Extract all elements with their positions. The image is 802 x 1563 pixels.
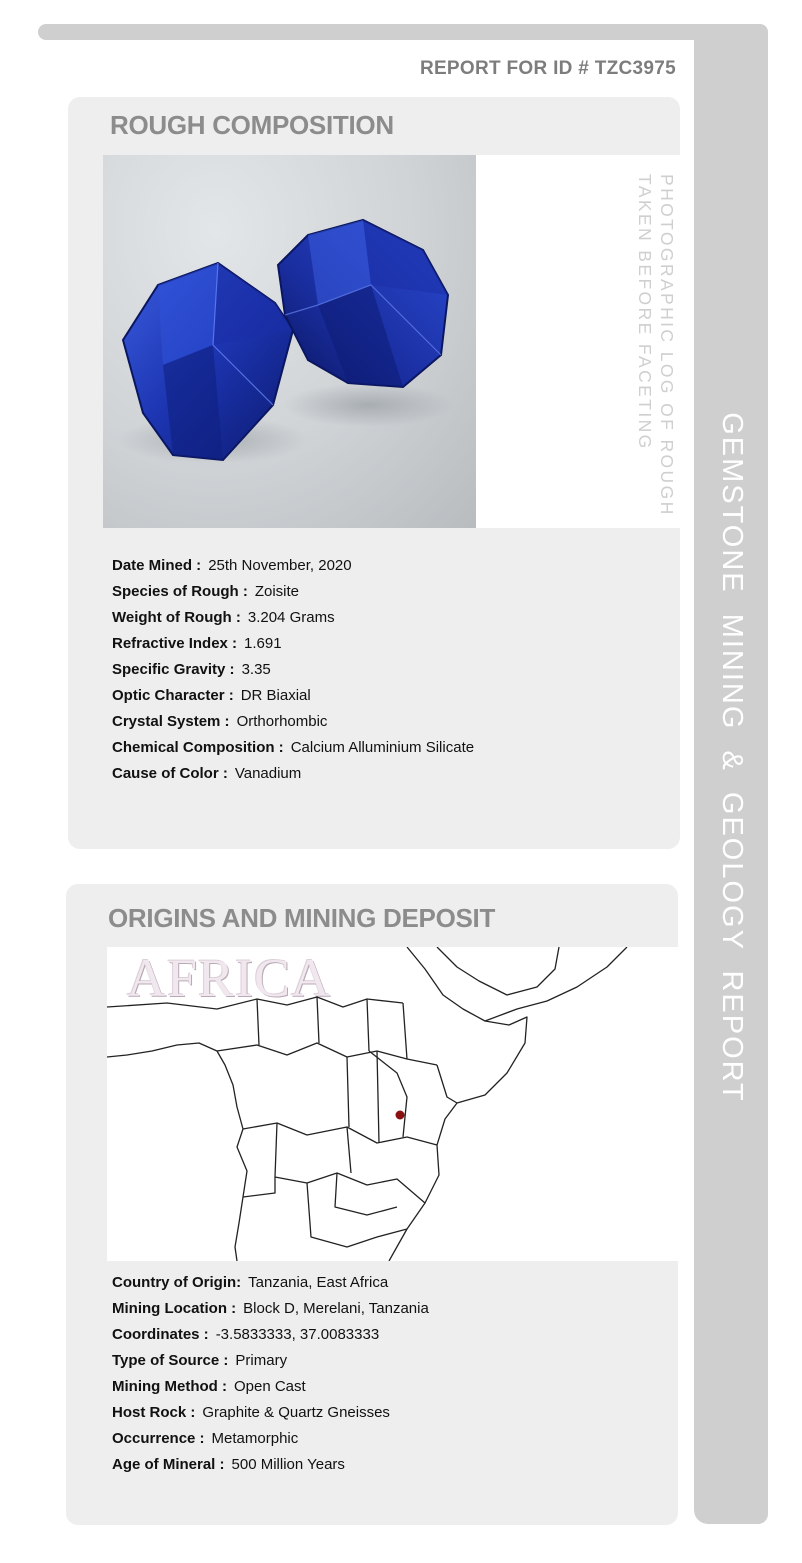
rough-composition-title: ROUGH COMPOSITION [110, 110, 394, 140]
spec-weight: Weight of Rough : 3.204 Grams [112, 609, 335, 626]
spec-crystal-system: Crystal System : Orthorhombic [112, 713, 328, 730]
origins-specs-list [112, 1270, 429, 1478]
report-id-header: REPORT FOR ID # TZC3975 [419, 58, 676, 79]
spec-specific-gravity: Specific Gravity : 3.35 [112, 661, 271, 678]
photo-caption-line2: TAKEN BEFORE FACETING [635, 174, 655, 451]
spec-refractive-index: Refractive Index : 1.691 [112, 635, 282, 652]
spec-mining-location: Mining Location : Block D, Merelani, Tanzania [112, 1300, 429, 1317]
location-dot-icon [396, 1111, 405, 1120]
spec-cause-of-color: Cause of Color : Vanadium [112, 765, 302, 782]
photo-caption [628, 174, 684, 517]
spec-type-of-source: Type of Source : Primary [112, 1352, 288, 1369]
photo-caption-line1: PHOTOGRAPHIC LOG OF ROUGH [657, 174, 677, 517]
spec-country-of-origin: Country of Origin: Tanzania, East Africa [112, 1274, 389, 1291]
spec-species: Species of Rough : Zoisite [112, 583, 300, 600]
origins-title: ORIGINS AND MINING DEPOSIT [108, 903, 496, 933]
spec-coordinates: Coordinates : -3.5833333, 37.0083333 [112, 1326, 380, 1343]
report-side-title: GEMSTONE MINING & GEOLOGY REPORT [715, 411, 748, 1103]
africa-map [107, 947, 678, 1261]
africa-outline-map [107, 947, 678, 1261]
spec-mining-method: Mining Method : Open Cast [112, 1378, 306, 1395]
spec-host-rock: Host Rock : Graphite & Quartz Gneisses [112, 1404, 390, 1421]
rough-gem-photo [103, 155, 476, 528]
spec-optic-character: Optic Character : DR Biaxial [112, 687, 311, 704]
spec-date-mined: Date Mined : 25th November, 2020 [112, 557, 352, 574]
spec-age-of-mineral: Age of Mineral : 500 Million Years [112, 1456, 345, 1473]
top-frame-bar [38, 24, 768, 40]
spec-chemical-composition: Chemical Composition : Calcium Alluminium Silicate [112, 739, 475, 756]
spec-occurrence: Occurrence : Metamorphic [112, 1430, 299, 1447]
map-label: AFRICA [127, 948, 332, 1008]
rough-specs-list [112, 553, 474, 787]
gem-crystals-illustration [103, 155, 476, 528]
